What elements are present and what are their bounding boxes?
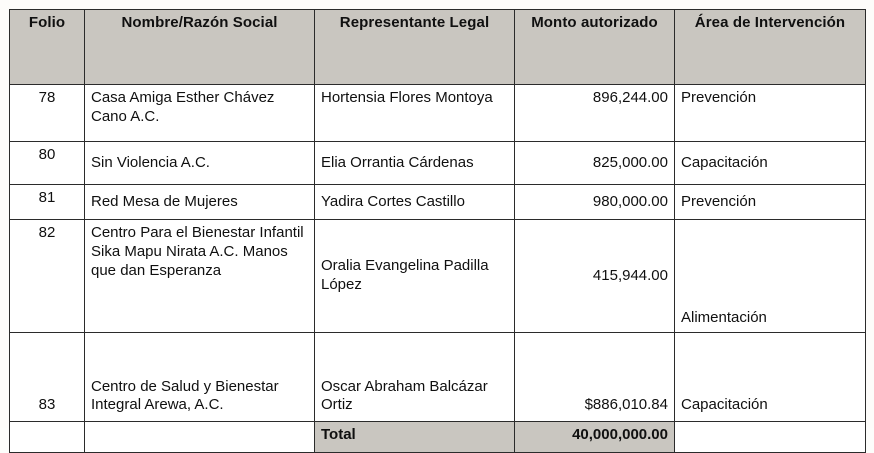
total-blank-area [675, 422, 866, 453]
table-row [10, 220, 866, 333]
total-blank-folio [10, 422, 85, 453]
table-header [10, 10, 866, 85]
table-row [10, 142, 866, 185]
cell-monto: 415,944.00 [515, 220, 675, 333]
cell-representante: Hortensia Flores Montoya [315, 85, 515, 142]
column-header-monto: Monto autorizado [515, 10, 675, 85]
cell-monto: 980,000.00 [515, 185, 675, 220]
column-header-area: Área de Intervención [675, 10, 866, 85]
total-row [10, 422, 866, 453]
total-label: Total [315, 422, 515, 453]
cell-representante: Yadira Cortes Castillo [315, 185, 515, 220]
cell-representante: Oscar Abraham Balcázar Ortiz [315, 333, 515, 422]
column-header-nombre: Nombre/Razón Social [85, 10, 315, 85]
cell-area: Capacitación [675, 333, 866, 422]
table-row [10, 85, 866, 142]
cell-area: Prevención [675, 85, 866, 142]
cell-folio: 78 [10, 85, 85, 142]
cell-area: Prevención [675, 185, 866, 220]
cell-monto: 896,244.00 [515, 85, 675, 142]
cell-folio: 82 [10, 220, 85, 333]
column-header-folio: Folio [10, 10, 85, 85]
cell-folio: 80 [10, 142, 85, 185]
cell-folio: 83 [10, 333, 85, 422]
cell-area: Capacitación [675, 142, 866, 185]
cell-nombre: Red Mesa de Mujeres [85, 185, 315, 220]
table-row [10, 333, 866, 422]
cell-representante: Oralia Evangelina Padilla López [315, 220, 515, 333]
cell-folio: 81 [10, 185, 85, 220]
table-header-row [10, 10, 866, 85]
cell-nombre: Casa Amiga Esther Chávez Cano A.C. [85, 85, 315, 142]
grant-table [9, 9, 866, 453]
cell-representante: Elia Orrantia Cárdenas [315, 142, 515, 185]
column-header-representante: Representante Legal [315, 10, 515, 85]
cell-nombre: Sin Violencia A.C. [85, 142, 315, 185]
table-row [10, 185, 866, 220]
cell-nombre: Centro de Salud y Bienestar Integral Arewa, A.C. [85, 333, 315, 422]
table-footer [10, 422, 866, 453]
total-value: 40,000,000.00 [515, 422, 675, 453]
total-blank-nombre [85, 422, 315, 453]
table-body [10, 85, 866, 422]
cell-monto: $886,010.84 [515, 333, 675, 422]
cell-area: Alimentación [675, 220, 866, 333]
cell-nombre: Centro Para el Bienestar Infantil Sika Mapu Nirata A.C. Manos que dan Esperanza [85, 220, 315, 333]
cell-monto: 825,000.00 [515, 142, 675, 185]
